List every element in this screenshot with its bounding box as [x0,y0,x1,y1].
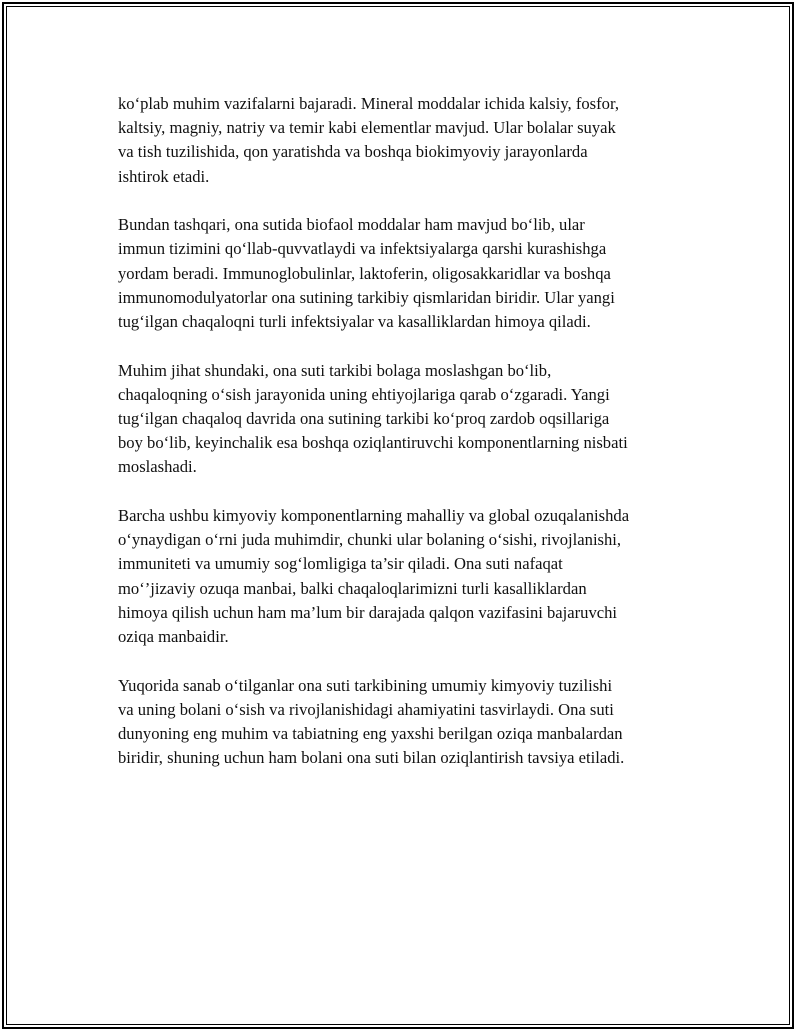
paragraph-3: Muhim jihat shundaki, ona suti tarkibi bolaga moslashgan bo‘lib, chaqaloqning o‘sish jarayonida uning ehtiyojlariga qarab o‘zgaradi. Yangi tug‘ilgan chaqaloq davrida ona sutining tarkibi ko‘proq zardob oqsillariga boy bo‘lib, keyinchalik esa boshqa oziqlantiruvchi komponentlarning nisbati moslashadi. [118,360,628,477]
paragraph-1: ko‘plab muhim vazifalarni bajaradi. Mineral moddalar ichida kalsiy, fosfor, kaltsiy, magniy, natriy va temir kabi elementlar mavjud. Ular bolalar suyak va tish tuzilishida, qon yaratishda va boshqa biokimyoviy jarayonlarda ishtirok etadi. [118,94,619,186]
paragraph-4: Barcha ushbu kimyoviy komponentlarning mahalliy va global ozuqalanishda o‘ynaydigan o‘rni juda muhimdir, chunki ular bolaning o‘sishi, rivojlanishi, immuniteti va umumiy sog‘lomligiga ta’sir qiladi. Ona suti nafaqat mo‘’jizaviy ozuqa manbai, balki chaqaloqlarimizni turli kasalliklardan himoya qilish uchun ham ma’lum bir darajada qalqon vazifasini bajaruvchi oziqa manbaidir. [118,506,630,647]
document-body [118,92,698,795]
paragraph-2: Bundan tashqari, ona sutida biofaol moddalar ham mavjud bo‘lib, ular immun tizimini qo‘llab-quvvatlaydi va infektsiyalarga qarshi kurashishga yordam beradi. Immunoglobulinlar, laktoferin, oligosakkaridlar va boshqa immunomodulyatorlar ona sutining tarkibiy qismlaridan biridir. Ular yangi tug‘ilgan chaqaloqni turli infektsiyalar va kasalliklardan himoya qiladi. [118,215,615,332]
paragraph-5: Yuqorida sanab o‘tilganlar ona suti tarkibining umumiy kimyoviy tuzilishi va uning bolani o‘sish va rivojlanishidagi ahamiyatini tasvirlaydi. Ona suti dunyoning eng muhim va tabiatning eng yaxshi berilgan oziqa manbalardan biridir, shuning uchun ham bolani ona suti bilan oziqlantirish tavsiya etiladi. [118,675,625,768]
